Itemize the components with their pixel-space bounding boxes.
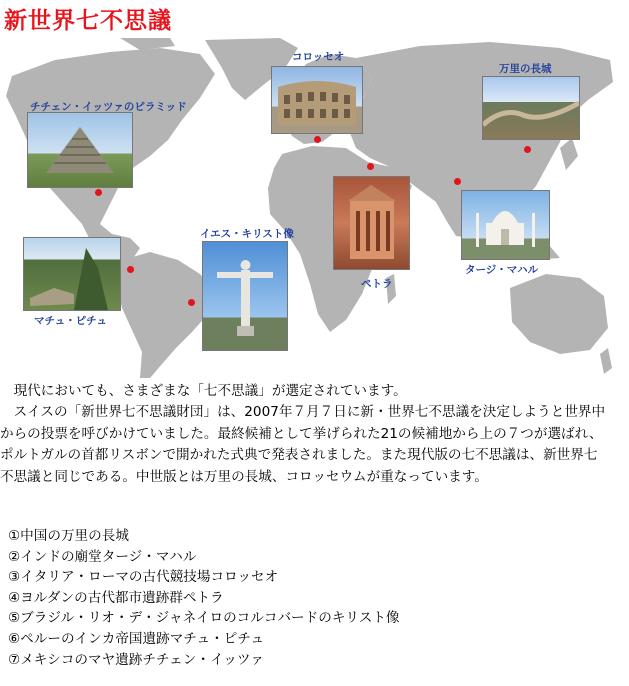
list-item: ⑥ペルーのインカ帝国遺跡マチュ・ピチュ <box>8 630 265 647</box>
list-item: ②インドの廟堂タージ・マハル <box>8 548 197 565</box>
list-item: ⑦メキシコのマヤ遺跡チチェン・イッツァ <box>8 651 264 668</box>
marker-petra <box>367 163 374 170</box>
list-item: ④ヨルダンの古代都市遺跡群ペトラ <box>8 589 224 606</box>
list-item: ③イタリア・ローマの古代競技場コロッセオ <box>8 569 279 586</box>
caption-chichen-itza: チチェン・イッツァのピラミッド <box>30 101 187 113</box>
marker-colosseo <box>314 136 321 143</box>
caption-machu-picchu: マチュ・ピチュ <box>34 315 107 327</box>
great-wall-photo <box>482 76 580 140</box>
intro-text <box>0 381 611 488</box>
petra-photo <box>333 176 410 270</box>
list-item: ⑤ブラジル・リオ・デ・ジャネイロのコルコバードのキリスト像 <box>8 610 400 627</box>
caption-petra: ペトラ <box>361 278 393 290</box>
colosseo-photo <box>271 66 363 134</box>
list-item: ①中国の万里の長城 <box>8 528 129 544</box>
christ-statue-photo <box>202 241 288 351</box>
chichen-itza-photo <box>27 112 133 188</box>
taj-mahal-photo <box>461 190 550 260</box>
wonders-list <box>8 526 400 670</box>
marker-machu-picchu <box>127 266 134 273</box>
caption-colosseo: コロッセオ <box>292 51 345 63</box>
marker-taj-mahal <box>454 178 461 185</box>
caption-great-wall: 万里の長城 <box>499 63 552 75</box>
intro-line-1: 現代においても、さまざまな「七不思議」が選定されています。 <box>0 383 407 399</box>
page-title: 新世界七不思議 <box>4 8 172 34</box>
caption-taj-mahal: タージ・マハル <box>465 264 539 276</box>
machu-picchu-photo <box>23 237 121 311</box>
intro-line-2: スイスの「新世界七不思議財団」は、2007年７月７日に新・世界七不思議を決定しようと世界中からの投票を呼びかけていました。最終候補として挙げられた21の候補地から上の７つが選ばれ、ポルトガルの首都リスボンで開かれた式典で発表されました。また現代版の七不思議は、新世界七不思議と同じである。中世版とは万里の長城、コロッセウムが重なっています。 <box>0 404 606 485</box>
caption-christ-statue: イエス・キリスト像 <box>200 228 294 240</box>
marker-christ-statue <box>188 299 195 306</box>
marker-great-wall <box>524 146 531 153</box>
marker-chichen-itza <box>95 189 102 196</box>
